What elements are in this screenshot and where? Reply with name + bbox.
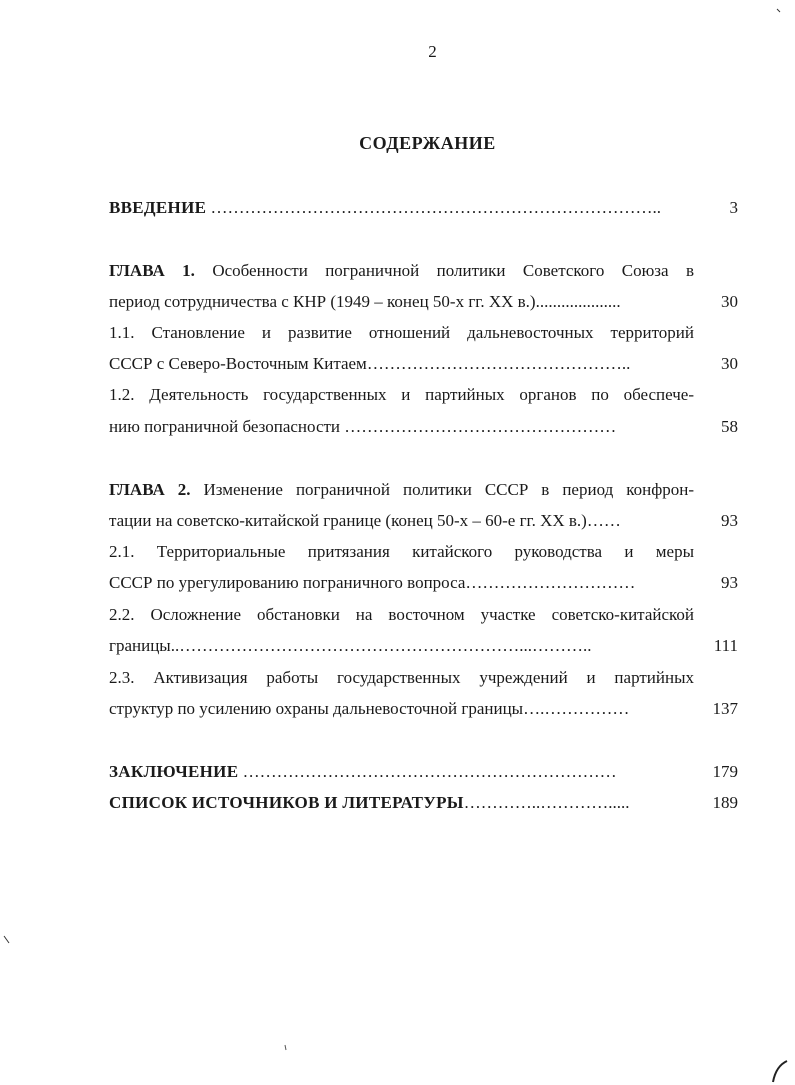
sources-dots: …………..…………..... [463, 793, 630, 812]
intro-dots: …………………………………………………………………….. [210, 198, 661, 217]
s22-line2: границы..……………………………………………………...……….. [109, 636, 592, 655]
s21-page: 93 [721, 573, 738, 592]
scan-mark-left [3, 935, 11, 945]
s23-page: 137 [712, 699, 738, 718]
s12-line1: 1.2. Деятельность государственных и партийных органов по обеспече- [109, 385, 694, 404]
intro-page: 3 [729, 198, 738, 217]
toc-line [109, 479, 694, 501]
conclusion-label: ЗАКЛЮЧЕНИЕ [109, 762, 239, 781]
chapter1-line1: Особенности пограничной политики Советского Союза в [212, 261, 694, 280]
toc-line [109, 197, 694, 219]
toc-line [109, 761, 694, 783]
s11-line1: 1.1. Становление и развитие отношений дальневосточных территорий [109, 323, 694, 342]
s23-line1: 2.3. Активизация работы государственных учреждений и партийных [109, 668, 694, 687]
scan-mark-bottom [283, 1044, 289, 1052]
conclusion-page: 179 [712, 762, 738, 781]
conclusion-dots: ………………………………………………………… [242, 762, 617, 781]
chapter2-line2: тации на советско-китайской границе (конец 50-х – 60-е гг. XX в.)…… [109, 511, 621, 530]
chapter1-label: ГЛАВА 1. [109, 261, 195, 280]
s22-page: 111 [713, 636, 738, 655]
s21-line2: СССР по урегулированию пограничного вопроса………………………… [109, 573, 636, 592]
intro-label: ВВЕДЕНИЕ [109, 198, 207, 217]
scan-mark-corner [770, 1058, 790, 1083]
s21-line1: 2.1. Территориальные притязания китайского руководства и меры [109, 542, 694, 561]
s12-page: 58 [721, 417, 738, 436]
s23-line2: структур по усилению охраны дальневосточной границы….…………… [109, 699, 630, 718]
scan-mark-top [776, 8, 782, 14]
chapter2-line1: Изменение пограничной политики СССР в период конфрон- [203, 480, 694, 499]
toc-line [109, 260, 694, 282]
sources-page: 189 [712, 793, 738, 812]
chapter1-line2: период сотрудничества с КНР (1949 – конец 50-х гг. XX в.).................... [109, 292, 621, 311]
s12-line2: нию пограничной безопасности ………………………………………… [109, 417, 617, 436]
chapter1-page: 30 [721, 292, 738, 311]
toc-line [109, 792, 694, 814]
s11-page: 30 [721, 354, 738, 373]
chapter2-page: 93 [721, 511, 738, 530]
s11-line2: СССР с Северо-Восточным Китаем……………………………………….. [109, 354, 631, 373]
chapter2-label: ГЛАВА 2. [109, 480, 191, 499]
s22-line1: 2.2. Осложнение обстановки на восточном участке советско-китайской [109, 605, 694, 624]
page-title: СОДЕРЖАНИЕ [359, 133, 496, 153]
page-number: 2 [428, 42, 437, 61]
sources-label: СПИСОК ИСТОЧНИКОВ И ЛИТЕРАТУРЫ [109, 793, 464, 812]
